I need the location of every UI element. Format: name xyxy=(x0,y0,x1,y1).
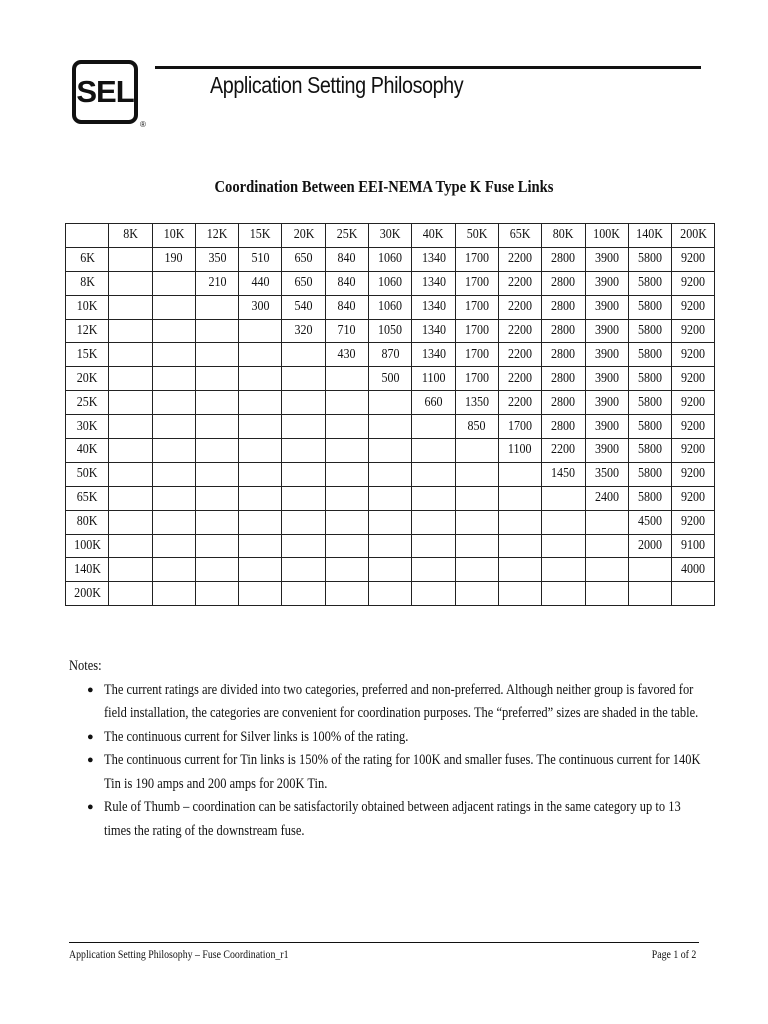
document-title: Coordination Between EEI-NEMA Type K Fuse Links xyxy=(214,177,554,196)
table-row xyxy=(66,534,715,558)
table-cell xyxy=(325,367,368,391)
table-cell: 3500 xyxy=(585,462,628,486)
column-header: 140K xyxy=(628,224,671,248)
table-cell: 1340 xyxy=(412,271,455,295)
table-row xyxy=(66,558,715,582)
table-cell xyxy=(369,439,412,463)
table-cell xyxy=(585,558,628,582)
table-cell xyxy=(628,582,671,606)
table-cell xyxy=(325,558,368,582)
row-header: 6K xyxy=(66,247,109,271)
row-header: 65K xyxy=(66,486,109,510)
table-row xyxy=(66,343,715,367)
table-cell xyxy=(282,582,325,606)
table-cell xyxy=(412,462,455,486)
table-cell: 2800 xyxy=(542,391,585,415)
table-cell xyxy=(109,343,152,367)
table-cell xyxy=(325,510,368,534)
table-cell xyxy=(542,486,585,510)
row-header: 10K xyxy=(66,295,109,319)
table-cell: 9200 xyxy=(672,271,715,295)
table-cell xyxy=(282,391,325,415)
table-cell xyxy=(239,462,282,486)
table-row xyxy=(66,439,715,463)
table-cell xyxy=(109,510,152,534)
table-cell: 850 xyxy=(455,415,498,439)
table-cell: 5800 xyxy=(628,319,671,343)
table-cell: 2800 xyxy=(542,367,585,391)
table-cell: 5800 xyxy=(628,439,671,463)
table-cell: 9100 xyxy=(672,534,715,558)
table-cell: 5800 xyxy=(628,367,671,391)
footer-rule xyxy=(69,942,699,943)
column-header: 10K xyxy=(152,224,195,248)
table-cell xyxy=(109,247,152,271)
table-cell: 4000 xyxy=(672,558,715,582)
table-cell: 9200 xyxy=(672,391,715,415)
table-cell: 2400 xyxy=(585,486,628,510)
table-cell xyxy=(412,582,455,606)
table-cell: 5800 xyxy=(628,391,671,415)
table-cell: 2200 xyxy=(498,367,541,391)
table-cell xyxy=(282,534,325,558)
table-cell xyxy=(369,462,412,486)
table-cell: 660 xyxy=(412,391,455,415)
table-cell: 3900 xyxy=(585,247,628,271)
table-cell: 9200 xyxy=(672,367,715,391)
column-header: 50K xyxy=(455,224,498,248)
table-cell: 1450 xyxy=(542,462,585,486)
table-cell: 3900 xyxy=(585,271,628,295)
table-cell xyxy=(152,343,195,367)
table-cell xyxy=(412,486,455,510)
table-row xyxy=(66,271,715,295)
table-cell xyxy=(282,486,325,510)
table-cell xyxy=(109,582,152,606)
table-cell xyxy=(542,534,585,558)
table-cell: 9200 xyxy=(672,343,715,367)
table-cell xyxy=(455,439,498,463)
column-header: 200K xyxy=(672,224,715,248)
table-cell: 510 xyxy=(239,247,282,271)
table-cell xyxy=(455,582,498,606)
table-cell: 3900 xyxy=(585,295,628,319)
table-cell xyxy=(282,558,325,582)
table-cell: 5800 xyxy=(628,247,671,271)
table-cell xyxy=(195,391,238,415)
table-cell: 1060 xyxy=(369,295,412,319)
table-cell: 2000 xyxy=(628,534,671,558)
table-cell xyxy=(195,534,238,558)
table-row xyxy=(66,462,715,486)
table-header-row xyxy=(66,224,715,248)
table-cell: 9200 xyxy=(672,247,715,271)
sel-logo xyxy=(72,60,138,124)
table-cell: 350 xyxy=(195,247,238,271)
table-cell xyxy=(195,510,238,534)
row-header: 100K xyxy=(66,534,109,558)
table-cell: 840 xyxy=(325,271,368,295)
table-cell: 5800 xyxy=(628,343,671,367)
table-cell xyxy=(369,486,412,510)
table-cell xyxy=(585,582,628,606)
table-cell xyxy=(369,534,412,558)
table-cell: 3900 xyxy=(585,415,628,439)
table-cell: 2800 xyxy=(542,295,585,319)
table-cell xyxy=(369,582,412,606)
row-header: 140K xyxy=(66,558,109,582)
table-cell: 1700 xyxy=(455,367,498,391)
table-cell xyxy=(369,391,412,415)
notes-section xyxy=(69,655,709,843)
table-cell xyxy=(239,582,282,606)
notes-list xyxy=(69,679,709,844)
bullet-icon: ● xyxy=(87,683,94,696)
table-cell: 5800 xyxy=(628,295,671,319)
table-cell: 2200 xyxy=(498,391,541,415)
registered-mark: ® xyxy=(140,120,146,129)
table-cell xyxy=(282,439,325,463)
table-cell xyxy=(195,319,238,343)
table-cell xyxy=(195,462,238,486)
table-cell xyxy=(109,271,152,295)
table-cell xyxy=(498,558,541,582)
column-header: 65K xyxy=(498,224,541,248)
column-header: 12K xyxy=(195,224,238,248)
header-title: Application Setting Philosophy xyxy=(210,72,464,98)
column-header: 15K xyxy=(239,224,282,248)
table-cell xyxy=(109,486,152,510)
table-cell: 540 xyxy=(282,295,325,319)
column-header: 25K xyxy=(325,224,368,248)
table-cell: 3900 xyxy=(585,439,628,463)
note-item: ● Rule of Thumb – coordination can be satisfactorily obtained between adjacent ratings in the same category up to 13 times the rating of the downstream fuse. xyxy=(69,796,709,843)
table-cell xyxy=(412,415,455,439)
table-cell: 3900 xyxy=(585,391,628,415)
table-cell: 1340 xyxy=(412,343,455,367)
table-row xyxy=(66,295,715,319)
logo-text: SEL xyxy=(76,74,134,109)
table-cell xyxy=(195,486,238,510)
table-row xyxy=(66,367,715,391)
table-cell: 9200 xyxy=(672,439,715,463)
row-header: 8K xyxy=(66,271,109,295)
footer-page-number: Page 1 of 2 xyxy=(651,947,696,961)
table-cell: 3900 xyxy=(585,319,628,343)
table-cell xyxy=(109,534,152,558)
table-row xyxy=(66,415,715,439)
column-header: 8K xyxy=(109,224,152,248)
table-cell xyxy=(239,558,282,582)
table-cell xyxy=(109,367,152,391)
row-header: 25K xyxy=(66,391,109,415)
row-header: 80K xyxy=(66,510,109,534)
note-item: ● The current ratings are divided into two categories, preferred and non-preferred. Although neither group is favored for field installation, the categories are convenient for coordination purposes. The “preferred” sizes are shaded in the table. xyxy=(69,679,709,726)
table-cell xyxy=(152,391,195,415)
table-cell: 430 xyxy=(325,343,368,367)
table-cell: 9200 xyxy=(672,415,715,439)
table-corner-cell xyxy=(66,224,109,248)
table-cell: 5800 xyxy=(628,462,671,486)
table-cell xyxy=(455,486,498,510)
table-cell xyxy=(109,391,152,415)
table-row xyxy=(66,582,715,606)
table-cell xyxy=(239,391,282,415)
table-cell: 870 xyxy=(369,343,412,367)
table-cell xyxy=(455,462,498,486)
table-cell xyxy=(152,367,195,391)
column-header: 100K xyxy=(585,224,628,248)
table-cell xyxy=(195,439,238,463)
table-cell: 2200 xyxy=(498,343,541,367)
table-cell xyxy=(672,582,715,606)
table-cell xyxy=(195,343,238,367)
table-cell: 1060 xyxy=(369,247,412,271)
table-cell: 2200 xyxy=(498,271,541,295)
table-cell xyxy=(498,510,541,534)
table-cell xyxy=(239,343,282,367)
table-cell xyxy=(498,534,541,558)
table-cell xyxy=(195,367,238,391)
table-cell: 1100 xyxy=(498,439,541,463)
table-cell: 1700 xyxy=(455,295,498,319)
table-cell: 1700 xyxy=(498,415,541,439)
table-cell xyxy=(325,462,368,486)
bullet-icon: ● xyxy=(87,730,94,743)
table-cell xyxy=(152,295,195,319)
table-cell xyxy=(455,558,498,582)
table-cell: 210 xyxy=(195,271,238,295)
table-cell xyxy=(109,319,152,343)
table-cell: 320 xyxy=(282,319,325,343)
table-cell: 190 xyxy=(152,247,195,271)
table-cell xyxy=(282,343,325,367)
table-cell: 2800 xyxy=(542,319,585,343)
table-cell: 840 xyxy=(325,247,368,271)
row-header: 40K xyxy=(66,439,109,463)
notes-heading: Notes: xyxy=(69,658,102,674)
header-rule xyxy=(155,66,701,69)
footer-document-name: Application Setting Philosophy – Fuse Coordination_r1 xyxy=(69,947,289,961)
table-cell: 9200 xyxy=(672,319,715,343)
table-cell xyxy=(195,558,238,582)
column-header: 80K xyxy=(542,224,585,248)
table-cell xyxy=(152,439,195,463)
table-cell: 2200 xyxy=(498,247,541,271)
column-header: 30K xyxy=(369,224,412,248)
table-cell xyxy=(152,271,195,295)
table-cell xyxy=(152,558,195,582)
table-cell: 2800 xyxy=(542,343,585,367)
table-cell: 650 xyxy=(282,271,325,295)
table-cell xyxy=(498,462,541,486)
table-row xyxy=(66,319,715,343)
table-cell xyxy=(325,486,368,510)
table-cell: 5800 xyxy=(628,415,671,439)
table-cell xyxy=(542,558,585,582)
note-item: ● The continuous current for Silver links is 100% of the rating. xyxy=(69,726,709,750)
table-cell xyxy=(195,295,238,319)
table-cell xyxy=(152,510,195,534)
table-cell: 1340 xyxy=(412,247,455,271)
row-header: 50K xyxy=(66,462,109,486)
table-cell xyxy=(239,319,282,343)
table-cell xyxy=(369,510,412,534)
table-cell: 2200 xyxy=(498,295,541,319)
table-cell: 5800 xyxy=(628,271,671,295)
table-cell xyxy=(239,367,282,391)
table-cell xyxy=(109,558,152,582)
table-cell xyxy=(282,462,325,486)
column-header: 20K xyxy=(282,224,325,248)
table-cell xyxy=(282,367,325,391)
table-cell xyxy=(152,462,195,486)
table-cell xyxy=(152,582,195,606)
table-cell xyxy=(628,558,671,582)
row-header: 200K xyxy=(66,582,109,606)
table-cell xyxy=(325,391,368,415)
row-header: 30K xyxy=(66,415,109,439)
bullet-icon: ● xyxy=(87,754,94,766)
table-cell xyxy=(585,510,628,534)
table-cell: 3900 xyxy=(585,367,628,391)
table-cell xyxy=(109,295,152,319)
table-cell xyxy=(195,415,238,439)
table-cell xyxy=(239,439,282,463)
bullet-icon: ● xyxy=(87,801,94,813)
fuse-coordination-table xyxy=(65,223,715,606)
row-header: 15K xyxy=(66,343,109,367)
table-cell xyxy=(109,415,152,439)
table-row xyxy=(66,247,715,271)
table-cell: 1700 xyxy=(455,247,498,271)
table-cell: 2800 xyxy=(542,247,585,271)
table-cell xyxy=(152,319,195,343)
table-cell xyxy=(498,582,541,606)
table-cell xyxy=(152,486,195,510)
table-cell xyxy=(325,415,368,439)
table-cell: 2200 xyxy=(498,319,541,343)
table-cell: 440 xyxy=(239,271,282,295)
table-cell xyxy=(195,582,238,606)
table-cell: 9200 xyxy=(672,510,715,534)
table-row xyxy=(66,486,715,510)
table-cell: 9200 xyxy=(672,462,715,486)
table-cell: 2800 xyxy=(542,415,585,439)
table-cell xyxy=(325,439,368,463)
table-cell xyxy=(325,582,368,606)
table-cell: 2200 xyxy=(542,439,585,463)
table-cell: 1700 xyxy=(455,319,498,343)
table-cell: 1050 xyxy=(369,319,412,343)
table-cell xyxy=(152,534,195,558)
table-cell xyxy=(412,534,455,558)
table-cell: 1100 xyxy=(412,367,455,391)
table-cell xyxy=(109,439,152,463)
table-cell: 1700 xyxy=(455,271,498,295)
table-row xyxy=(66,391,715,415)
row-header: 12K xyxy=(66,319,109,343)
table-cell: 300 xyxy=(239,295,282,319)
table-cell: 1340 xyxy=(412,295,455,319)
table-cell xyxy=(455,534,498,558)
table-cell: 1350 xyxy=(455,391,498,415)
table-cell xyxy=(109,462,152,486)
table-cell xyxy=(542,510,585,534)
table-cell: 1700 xyxy=(455,343,498,367)
table-cell xyxy=(412,439,455,463)
table-cell xyxy=(239,486,282,510)
table-cell: 3900 xyxy=(585,343,628,367)
table-cell xyxy=(282,510,325,534)
table-cell: 4500 xyxy=(628,510,671,534)
table-cell: 9200 xyxy=(672,295,715,319)
table-cell: 710 xyxy=(325,319,368,343)
table-cell xyxy=(498,486,541,510)
table-cell: 500 xyxy=(369,367,412,391)
table-cell: 1340 xyxy=(412,319,455,343)
table-cell xyxy=(542,582,585,606)
table-cell xyxy=(239,415,282,439)
table-cell xyxy=(585,534,628,558)
table-cell: 650 xyxy=(282,247,325,271)
table-cell: 2800 xyxy=(542,271,585,295)
table-cell: 840 xyxy=(325,295,368,319)
table-cell xyxy=(455,510,498,534)
table-cell xyxy=(239,510,282,534)
table-cell xyxy=(239,534,282,558)
table-cell xyxy=(369,415,412,439)
table-cell xyxy=(282,415,325,439)
row-header: 20K xyxy=(66,367,109,391)
table-cell xyxy=(325,534,368,558)
column-header: 40K xyxy=(412,224,455,248)
table-row xyxy=(66,510,715,534)
table-cell: 1060 xyxy=(369,271,412,295)
table-cell xyxy=(412,510,455,534)
table-cell: 9200 xyxy=(672,486,715,510)
table-cell xyxy=(369,558,412,582)
table-cell xyxy=(412,558,455,582)
note-item: ● The continuous current for Tin links is 150% of the rating for 100K and smaller fuses. The continuous current for 140K Tin is 190 amps and 200 amps for 200K Tin. xyxy=(69,749,709,796)
table-cell xyxy=(152,415,195,439)
table-cell: 5800 xyxy=(628,486,671,510)
